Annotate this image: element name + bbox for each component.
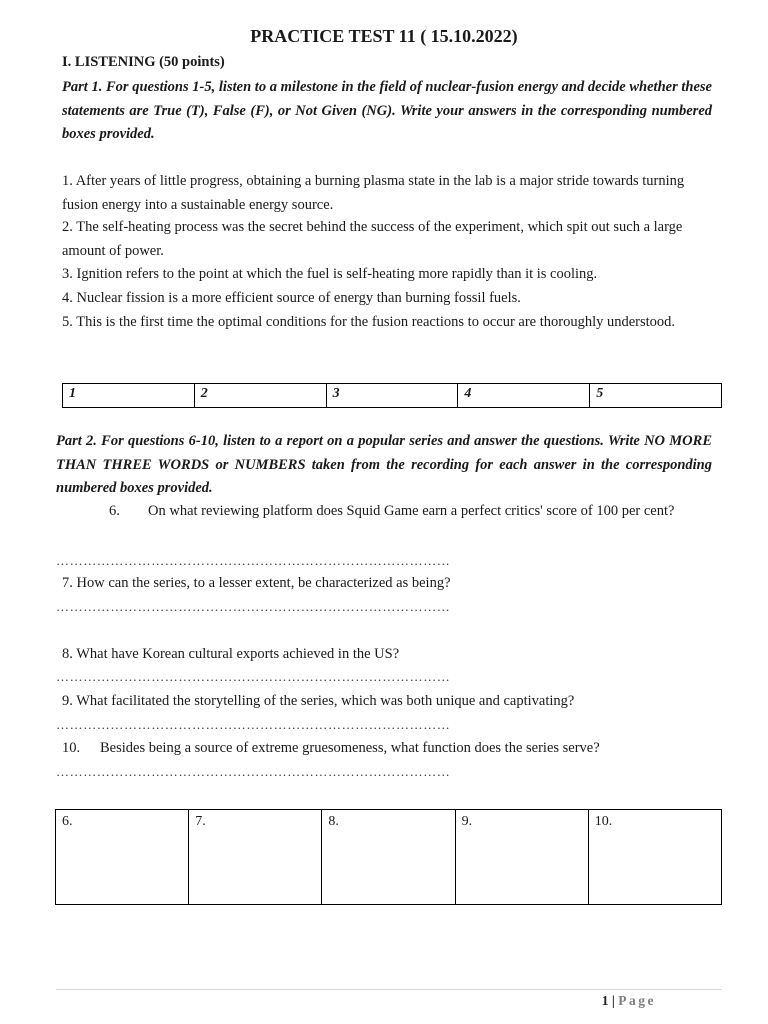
- page-label: Page: [618, 993, 656, 1008]
- question-6-number: 6.: [109, 503, 120, 519]
- question-10: Besides being a source of extreme gruesomeness, what function does the series serve?: [100, 740, 600, 756]
- answer-box-4[interactable]: 4: [458, 384, 590, 408]
- answer-box-3[interactable]: 3: [326, 384, 458, 408]
- answer-box-6[interactable]: 6.: [56, 810, 189, 905]
- footer-separator: |: [611, 993, 615, 1008]
- part1-instruction: Part 1. For questions 1-5, listen to a milestone in the field of nuclear-fusion energy and decide whether these statements are True (T), False (F), or Not Given (NG). Write your answers in the corresponding numbered boxes provided.: [62, 79, 712, 142]
- answer-line-8[interactable]: ……………………………………………………………………………: [56, 669, 451, 684]
- part2-instruction: Part 2. For questions 6-10, listen to a report on a popular series and answer the questions. Write NO MORE THAN THREE WORDS or NUMBERS taken from the recording for each answer in the corresponding numbered boxes provided.: [56, 433, 712, 496]
- answer-box-1[interactable]: 1: [63, 384, 195, 408]
- answer-box-9[interactable]: 9.: [455, 810, 588, 905]
- answer-box-2[interactable]: 2: [194, 384, 326, 408]
- statement-2: 2. The self-heating process was the secret behind the success of the experiment, which spit out such a large amount of power.: [62, 219, 683, 259]
- question-7: 7. How can the series, to a lesser extent, be characterized as being?: [62, 575, 451, 591]
- statement-1: 1. After years of little progress, obtaining a burning plasma state in the lab is a major stride towards turning fusion energy into a sustainable energy source.: [62, 173, 685, 213]
- answer-box-7[interactable]: 7.: [189, 810, 322, 905]
- question-10-number: 10.: [62, 740, 81, 756]
- answer-box-8[interactable]: 8.: [322, 810, 455, 905]
- answer-line-10[interactable]: ……………………………………………………………………………: [56, 764, 451, 779]
- answer-line-7[interactable]: ……………………………………………………………………………: [56, 599, 451, 614]
- page-title: PRACTICE TEST 11 ( 15.10.2022): [250, 26, 518, 46]
- answer-box-10[interactable]: 10.: [588, 810, 721, 905]
- page-footer: [602, 993, 656, 1009]
- section-heading: I. LISTENING (50 points): [62, 54, 225, 70]
- question-8: 8. What have Korean cultural exports achieved in the US?: [62, 646, 400, 662]
- statement-4: 4. Nuclear fission is a more efficient source of energy than burning fossil fuels.: [62, 290, 521, 306]
- statement-3: 3. Ignition refers to the point at which the fuel is self-heating more rapidly than it is cooling.: [62, 266, 598, 282]
- part2-answer-table: [55, 809, 722, 905]
- answer-box-5[interactable]: 5: [590, 384, 722, 408]
- footer-divider: [56, 989, 722, 990]
- answer-line-9[interactable]: ……………………………………………………………………………: [56, 717, 451, 732]
- part1-answer-table: [62, 383, 722, 408]
- statement-5: 5. This is the first time the optimal conditions for the fusion reactions to occur are thoroughly understood.: [62, 314, 676, 330]
- question-9: 9. What facilitated the storytelling of the series, which was both unique and captivating?: [62, 693, 575, 709]
- answer-line-6[interactable]: ……………………………………………………………………………: [56, 553, 451, 568]
- page-number: 1: [601, 993, 609, 1008]
- question-6: On what reviewing platform does Squid Game earn a perfect critics' score of 100 per cent?: [148, 503, 675, 519]
